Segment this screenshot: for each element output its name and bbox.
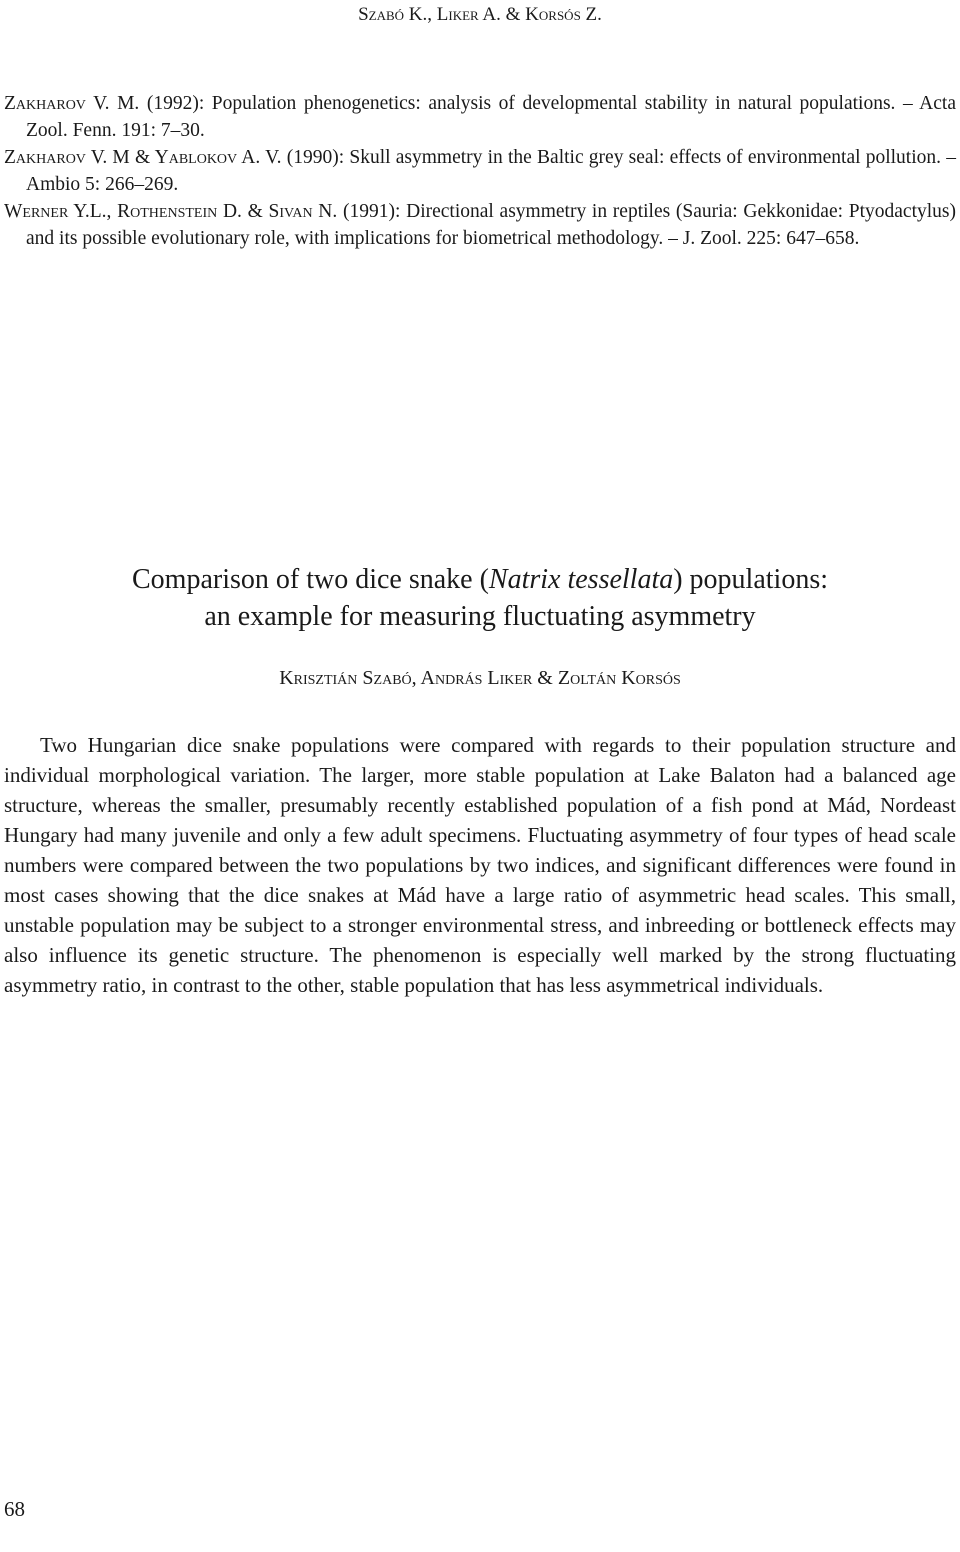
article-authors: Krisztián Szabó, András Liker & Zoltán Korsós [279,667,681,689]
reference-list [4,90,956,252]
title-prefix: Comparison of two dice snake ( [131,564,489,595]
reference-authors: Zakharov V. M. [4,93,140,114]
page-number: 68 [4,1497,25,1521]
article-title [0,561,960,635]
reference-text: (1992): Population phenogenetics: analysis of developmental stability in natural populations. – Acta Zool. Fenn. 191: 7–30. [26,93,956,141]
running-head-separator-1: , [427,4,437,25]
title-suffix: ) populations: [673,564,828,595]
reference-entry [4,198,956,252]
reference-authors: Zakharov V. M & Yablokov A. V. [4,147,282,168]
reference-text: (1990): Skull asymmetry in the Baltic grey seal: effects of environmental pollution. – Ambio 5: 266–269. [26,147,956,195]
title-species-name: Natrix tessellata [488,564,674,595]
running-head-author-2: Liker A. [436,4,501,25]
reference-entry [4,90,956,144]
abstract-paragraph: Two Hungarian dice snake populations were compared with regards to their population structure and individual morphological variation. The larger, more stable population at Lake Balaton had a balanced age structure, whereas the smaller, presumably recently established population of a fish pond at Mád, Nordeast Hungary had many juvenile and only a few adult specimens. Fluctuating asymmetry of four types of head scale numbers were compared between the two populations by two indices, and significant differences were found in most cases showing that the dice snakes at Mád have a large ratio of asymmetric head scales. This small, unstable population may be subject to a stronger environmental stress, and inbreeding or bottleneck effects may also influence its genetic structure. The phenomenon is especially well marked by the strong fluctuating asymmetry ratio, in contrast to the other, stable population that has less asymmetrical individuals. [4,733,956,997]
running-head [0,4,960,26]
reference-entry [4,144,956,198]
running-head-author-1: Szabó K. [358,4,428,25]
reference-text: (1991): Directional asymmetry in reptiles (Sauria: Gekkonidae: Ptyodactylus) and its possible evolutionary role, with implications for biometrical methodology. – J. Zool. 225: 647–658. [26,201,956,249]
running-head-separator-2: & [500,4,526,25]
running-head-author-3: Korsós Z. [525,4,602,25]
reference-authors: Werner Y.L., Rothenstein D. & Sivan N. [4,201,338,222]
article-title-line-1 [0,561,960,598]
article-title-line-2: an example for measuring fluctuating asymmetry [204,601,756,632]
